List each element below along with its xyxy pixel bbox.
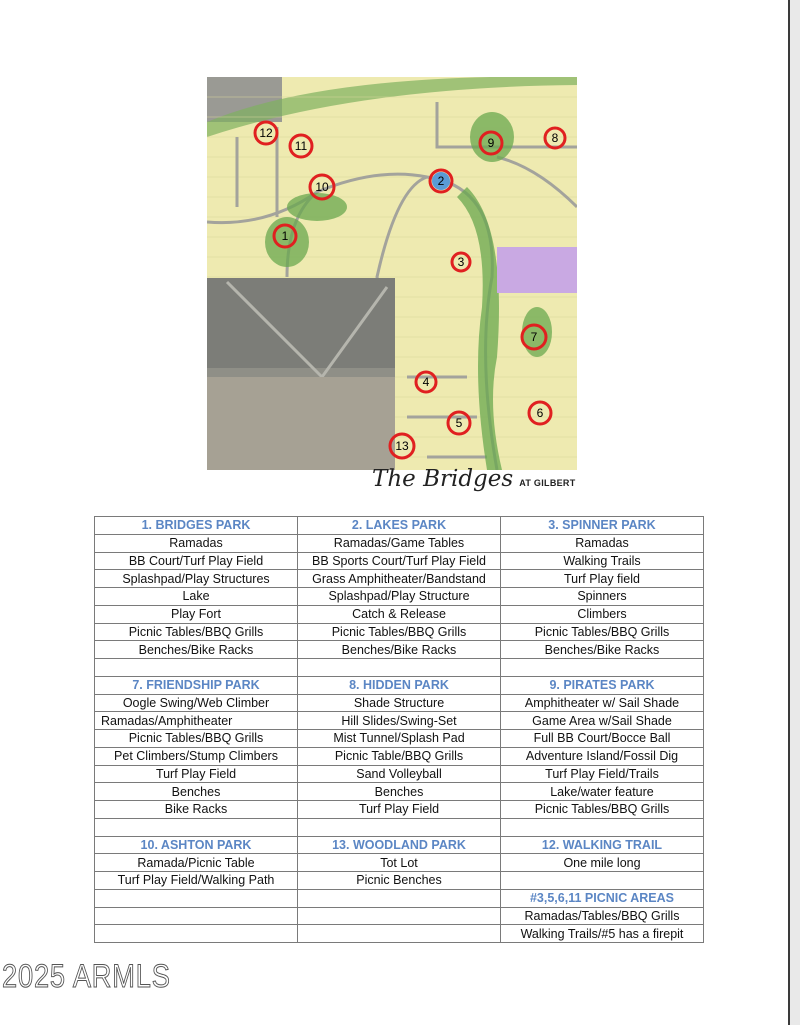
- amenity-cell: Mist Tunnel/Splash Pad: [298, 730, 501, 748]
- amenity-row: [95, 907, 704, 925]
- park-name: 3. SPINNER PARK: [501, 517, 704, 535]
- amenity-cell: Catch & Release: [298, 605, 501, 623]
- amenity-cell: Ramadas: [95, 534, 298, 552]
- svg-text:4: 4: [422, 375, 430, 389]
- empty-cell: [501, 659, 704, 677]
- park-name: 13. WOODLAND PARK: [298, 836, 501, 854]
- amenity-cell: Tot Lot: [298, 854, 501, 872]
- amenity-cell: Picnic Table/BBQ Grills: [298, 747, 501, 765]
- amenity-cell: Climbers: [501, 605, 704, 623]
- amenity-cell: [298, 889, 501, 907]
- park-name: 12. WALKING TRAIL: [501, 836, 704, 854]
- amenity-cell: Ramadas: [501, 534, 704, 552]
- svg-text:2: 2: [437, 174, 445, 188]
- map-title-text: The Bridges: [372, 466, 514, 492]
- watermark: 2025 ARMLS: [2, 958, 171, 994]
- park-header-row: [95, 836, 704, 854]
- park-name: #3,5,6,11 PICNIC AREAS: [501, 889, 704, 907]
- amenity-row: [95, 534, 704, 552]
- svg-text:9: 9: [487, 136, 495, 150]
- svg-text:6: 6: [536, 406, 544, 420]
- amenity-cell: Lake/water feature: [501, 783, 704, 801]
- svg-text:10: 10: [315, 180, 329, 194]
- svg-text:1: 1: [281, 229, 289, 243]
- amenity-row: [95, 694, 704, 712]
- amenity-cell: Picnic Tables/BBQ Grills: [501, 623, 704, 641]
- amenity-cell: Ramada/Picnic Table: [95, 854, 298, 872]
- amenity-cell: Adventure Island/Fossil Dig: [501, 747, 704, 765]
- empty-cell: [95, 659, 298, 677]
- amenity-row: [95, 588, 704, 606]
- amenity-cell: Pet Climbers/Stump Climbers: [95, 747, 298, 765]
- map-title: [372, 466, 576, 492]
- empty-cell: [501, 818, 704, 836]
- park-amenities-table: [94, 516, 704, 943]
- amenity-cell: Lake: [95, 588, 298, 606]
- amenity-cell: Turf Play field: [501, 570, 704, 588]
- amenity-cell: Benches/Bike Racks: [298, 641, 501, 659]
- svg-text:11: 11: [294, 139, 308, 153]
- empty-cell: [298, 818, 501, 836]
- amenity-cell: Shade Structure: [298, 694, 501, 712]
- amenity-row: [95, 765, 704, 783]
- amenity-cell: Picnic Tables/BBQ Grills: [95, 623, 298, 641]
- svg-text:5: 5: [455, 416, 463, 430]
- amenity-cell: [298, 907, 501, 925]
- park-header-row: [95, 676, 704, 694]
- amenity-cell: Benches: [298, 783, 501, 801]
- community-site-map: [207, 77, 577, 470]
- spacer-row: [95, 659, 704, 677]
- amenity-cell: [501, 872, 704, 890]
- amenity-cell: Ramadas/Tables/BBQ Grills: [501, 907, 704, 925]
- amenity-cell: [298, 925, 501, 943]
- amenity-row: [95, 641, 704, 659]
- amenity-cell: Splashpad/Play Structures: [95, 570, 298, 588]
- amenity-cell: Turf Play Field/Walking Path: [95, 872, 298, 890]
- amenity-cell: One mile long: [501, 854, 704, 872]
- amenity-row: [95, 730, 704, 748]
- amenity-cell: Hill Slides/Swing-Set: [298, 712, 501, 730]
- amenity-row: [95, 783, 704, 801]
- amenity-cell: [95, 889, 298, 907]
- svg-text:7: 7: [530, 330, 538, 344]
- amenity-cell: Game Area w/Sail Shade: [501, 712, 704, 730]
- park-name: 2. LAKES PARK: [298, 517, 501, 535]
- amenity-cell: BB Court/Turf Play Field: [95, 552, 298, 570]
- amenity-cell: [95, 907, 298, 925]
- park-name: 1. BRIDGES PARK: [95, 517, 298, 535]
- amenity-cell: Picnic Tables/BBQ Grills: [95, 730, 298, 748]
- amenity-cell: Amphitheater w/ Sail Shade: [501, 694, 704, 712]
- amenity-cell: Turf Play Field: [298, 801, 501, 819]
- amenity-cell: Picnic Tables/BBQ Grills: [501, 801, 704, 819]
- park-name: 8. HIDDEN PARK: [298, 676, 501, 694]
- amenity-cell: [95, 925, 298, 943]
- park-name: 10. ASHTON PARK: [95, 836, 298, 854]
- svg-text:8: 8: [551, 131, 559, 145]
- amenity-row: [95, 712, 704, 730]
- amenity-cell: Picnic Tables/BBQ Grills: [298, 623, 501, 641]
- amenity-row: [95, 889, 704, 907]
- amenity-cell: Ramadas/Amphitheater: [95, 712, 298, 730]
- amenity-row: [95, 552, 704, 570]
- school-site: [497, 247, 577, 293]
- amenity-cell: Play Fort: [95, 605, 298, 623]
- amenity-cell: Benches/Bike Racks: [501, 641, 704, 659]
- amenity-cell: Splashpad/Play Structure: [298, 588, 501, 606]
- amenity-row: [95, 925, 704, 943]
- amenity-cell: Spinners: [501, 588, 704, 606]
- svg-text:13: 13: [395, 439, 409, 453]
- amenity-cell: Benches: [95, 783, 298, 801]
- amenity-cell: Grass Amphitheater/Bandstand: [298, 570, 501, 588]
- empty-cell: [298, 659, 501, 677]
- amenity-cell: Turf Play Field/Trails: [501, 765, 704, 783]
- amenity-row: [95, 801, 704, 819]
- amenity-row: [95, 605, 704, 623]
- park-header-row: [95, 517, 704, 535]
- amenity-cell: Benches/Bike Racks: [95, 641, 298, 659]
- amenity-row: [95, 872, 704, 890]
- park-name: 7. FRIENDSHIP PARK: [95, 676, 298, 694]
- amenity-cell: Bike Racks: [95, 801, 298, 819]
- svg-text:3: 3: [457, 255, 465, 269]
- amenity-row: [95, 747, 704, 765]
- amenity-cell: Ramadas/Game Tables: [298, 534, 501, 552]
- page-edge-scrollbar: [788, 0, 800, 1025]
- empty-cell: [95, 818, 298, 836]
- spacer-row: [95, 818, 704, 836]
- amenity-cell: Walking Trails/#5 has a firepit: [501, 925, 704, 943]
- amenity-cell: Sand Volleyball: [298, 765, 501, 783]
- park-name: 9. PIRATES PARK: [501, 676, 704, 694]
- svg-text:12: 12: [259, 126, 273, 140]
- amenity-row: [95, 854, 704, 872]
- amenity-row: [95, 623, 704, 641]
- amenity-cell: Full BB Court/Bocce Ball: [501, 730, 704, 748]
- amenity-cell: Turf Play Field: [95, 765, 298, 783]
- map-subtitle: AT GILBERT: [519, 478, 576, 488]
- amenity-cell: Walking Trails: [501, 552, 704, 570]
- amenity-cell: Oogle Swing/Web Climber: [95, 694, 298, 712]
- amenity-row: [95, 570, 704, 588]
- amenity-cell: Picnic Benches: [298, 872, 501, 890]
- amenity-cell: BB Sports Court/Turf Play Field: [298, 552, 501, 570]
